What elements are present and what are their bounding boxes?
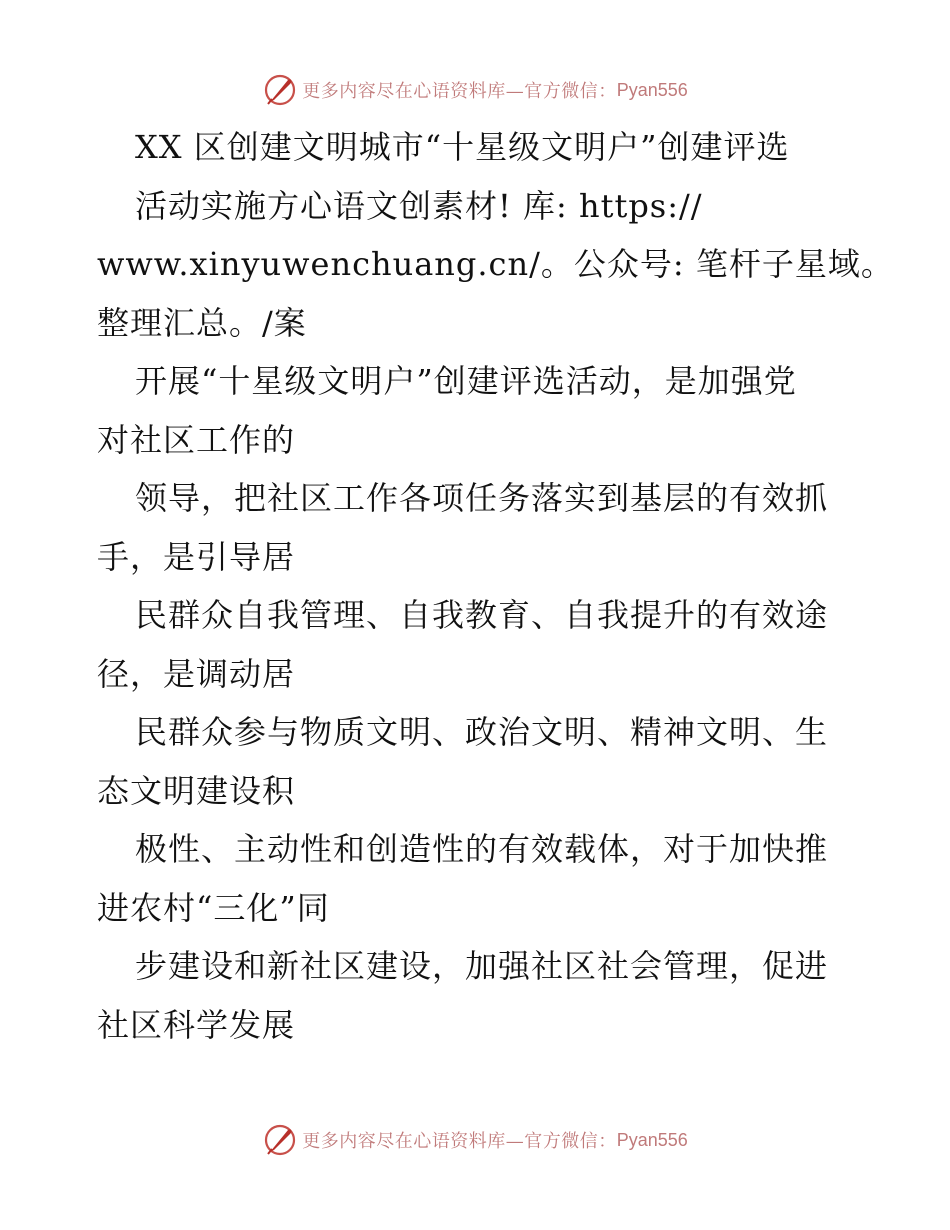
footer-banner (0, 1120, 950, 1160)
quill-logo-icon (262, 1122, 298, 1158)
quill-logo-icon (262, 72, 298, 108)
header-wechat-id: Pyan556 (616, 79, 688, 100)
body-line: 民群众参与物质文明、政治文明、精神文明、生 (135, 713, 829, 751)
footer-banner-text: 更多内容尽在心语资料库—官方微信： (302, 1131, 617, 1152)
body-line: 民群众自我管理、自我教育、自我提升的有效途 (135, 596, 829, 634)
body-line: 整理汇总。/案 (97, 303, 307, 342)
body-line: 手，是引导居 (97, 537, 296, 576)
body-line: 进农村“三化”同 (97, 888, 330, 927)
body-line: 对社区工作的 (97, 420, 296, 459)
header-banner-text: 更多内容尽在心语资料库—官方微信： (302, 81, 617, 102)
body-line: 径，是调动居 (97, 654, 296, 693)
footer-wechat-id: Pyan556 (616, 1129, 688, 1150)
body-line: 开展“十星级文明户”创建评选活动，是加强党 (135, 362, 797, 400)
body-line: 极性、主动性和创造性的有效载体，对于加快推 (135, 830, 829, 868)
body-line: www.xinyuwenchuang.cn/。公众号: 笔杆子星域。 (97, 245, 894, 283)
body-line: XX 区创建文明城市“十星级文明户”创建评选 (135, 128, 790, 166)
document-body (97, 118, 894, 1054)
body-line: 活动实施方心语文创素材! 库: https:// (135, 186, 703, 225)
header-banner (0, 70, 950, 110)
body-line: 社区科学发展 (97, 1005, 296, 1044)
body-line: 步建设和新社区建设，加强社区社会管理，促进 (135, 947, 829, 985)
body-line: 态文明建设积 (97, 771, 296, 810)
body-line: 领导，把社区工作各项任务落实到基层的有效抓 (135, 479, 829, 517)
